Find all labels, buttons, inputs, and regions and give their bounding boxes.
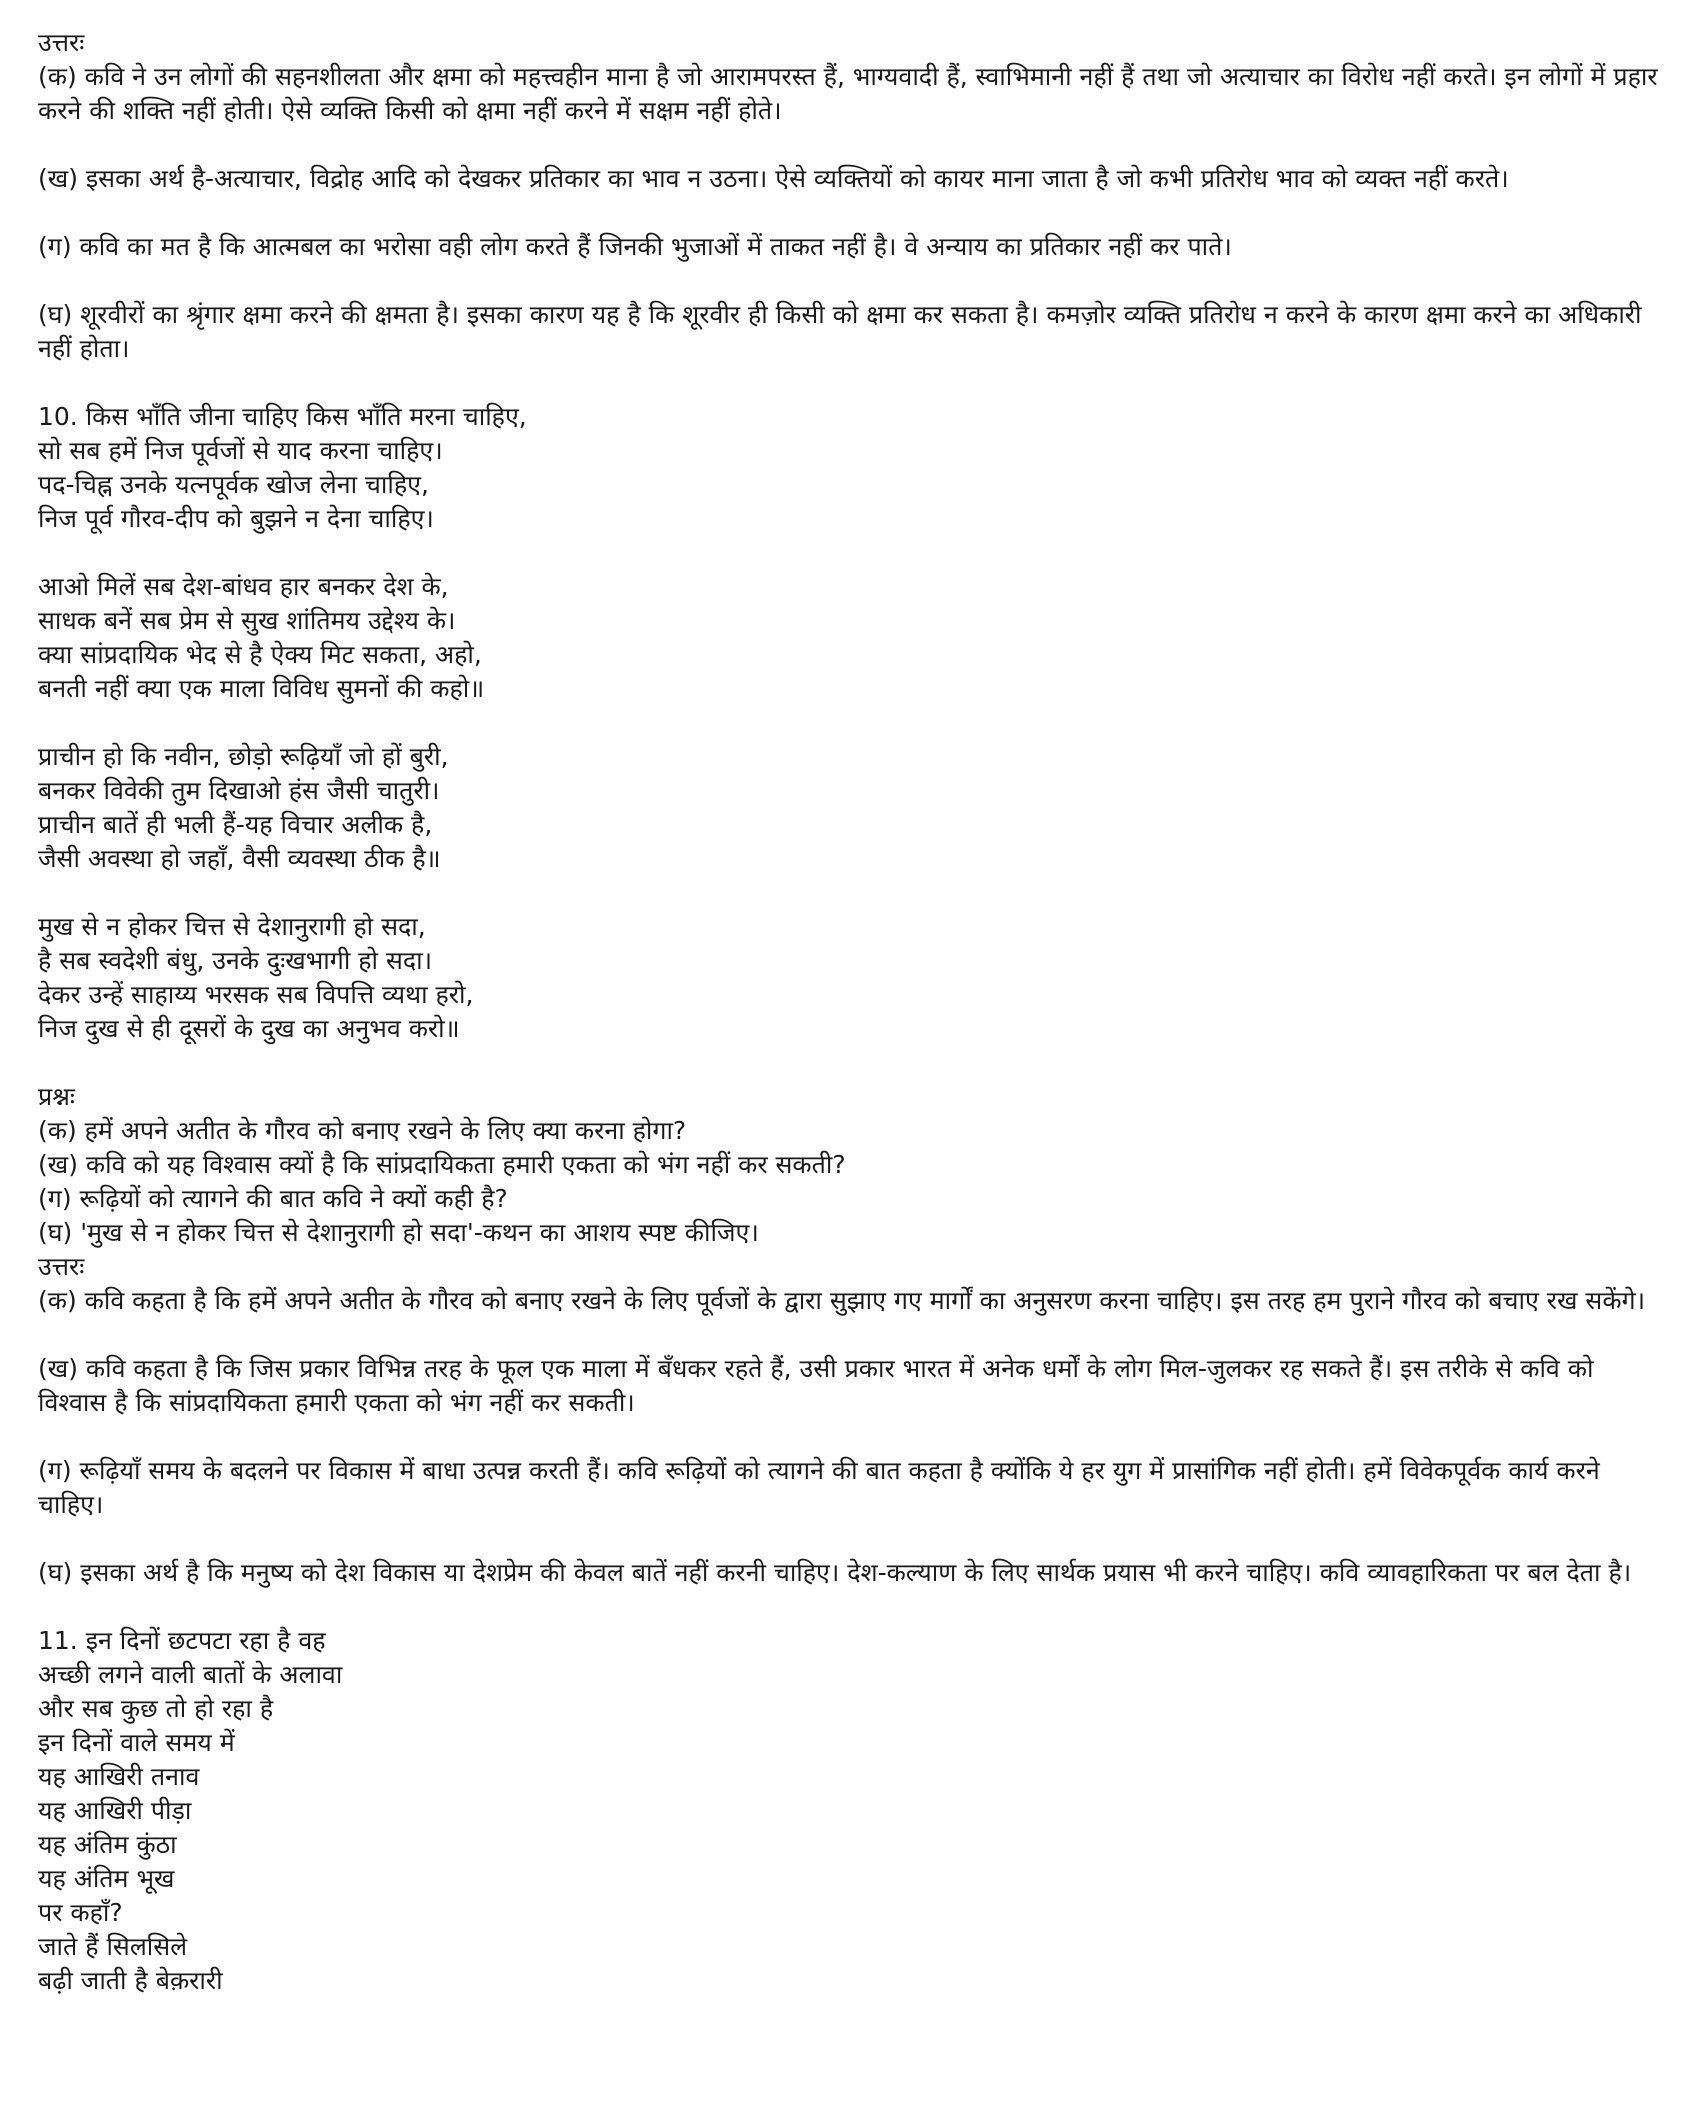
poem-line: यह आखिरी पीड़ा	[38, 1796, 192, 1825]
answer-ka: (क) कवि ने उन लोगों की सहनशीलता और क्षमा को महत्त्वहीन माना है जो आरामपरस्त हैं, भाग्यवादी हैं, स्वाभिमानी नहीं हैं तथा जो अत्याचार का विरोध नहीं करते। इन लोगों में प्रहार करने की शक्ति नहीं होती। ऐसे व्यक्ति किसी को क्षमा नहीं करने में सक्षम नहीं होते।	[38, 62, 1658, 125]
poem-line: बनकर विवेकी तुम दिखाओ हंस जैसी चातुरी।	[38, 776, 440, 805]
poem-line: सो सब हमें निज पूर्वजों से याद करना चाहिए।	[38, 436, 443, 465]
answer-ga: (ग) कवि का मत है कि आत्मबल का भरोसा वही लोग करते हैं जिनकी भुजाओं में ताकत नहीं है। वे अन्याय का प्रतिकार नहीं कर पाते।	[38, 232, 1232, 261]
poem-line: साधक बनें सब प्रेम से सुख शांतिमय उद्देश्य के।	[38, 606, 456, 635]
document-page	[38, 26, 1668, 1998]
poem-line: पद-चिह्न उनके यत्नपूर्वक खोज लेना चाहिए,	[38, 470, 429, 499]
answer-label: उत्तरः	[38, 1252, 85, 1281]
poem-line: निज पूर्व गौरव-दीप को बुझने न देना चाहिए।	[38, 504, 434, 533]
question-label: प्रश्नः	[38, 1082, 75, 1111]
poem-11	[38, 1624, 1668, 1998]
answer-gha: (घ) शूरवीरों का श्रृंगार क्षमा करने की क्षमता है। इसका कारण यह है कि शूरवीर ही किसी को क्षमा कर सकता है। कमज़ोर व्यक्ति प्रतिरोध न करने के कारण क्षमा करने का अधिकारी नहीं होता।	[38, 300, 1642, 363]
poem-line: बनती नहीं क्या एक माला विविध सुमनों की कहो॥	[38, 674, 485, 703]
poem-line: आओ मिलें सब देश-बांधव हार बनकर देश के,	[38, 572, 449, 601]
spacer	[38, 1522, 1668, 1556]
poem-line: जैसी अवस्था हो जहाँ, वैसी व्यवस्था ठीक है॥	[38, 844, 441, 873]
poem-line: यह अंतिम भूख	[38, 1864, 175, 1893]
poem-line: प्राचीन बातें ही भली हैं-यह विचार अलीक है,	[38, 810, 433, 839]
spacer	[38, 1318, 1668, 1352]
poem-line: मुख से न होकर चित्त से देशानुरागी हो सदा,	[38, 912, 426, 941]
poem-stanza-4	[38, 910, 1668, 1046]
answer-ga: (ग) रूढ़ियाँ समय के बदलने पर विकास में बाधा उत्पन्न करती हैं। कवि रूढ़ियों को त्यागने की बात कहता है क्योंकि ये हर युग में प्रासांगिक नहीं होती। हमें विवेकपूर्वक कार्य करने चाहिए।	[38, 1456, 1600, 1519]
spacer	[38, 706, 1668, 740]
poem-stanza-2	[38, 570, 1668, 706]
poem-line: बढ़ी जाती है बेक़रारी	[38, 1966, 223, 1995]
spacer	[38, 536, 1668, 570]
question-kha: (ख) कवि को यह विश्वास क्यों है कि सांप्रदायिकता हमारी एकता को भंग नहीं कर सकती?	[38, 1150, 846, 1179]
spacer	[38, 1420, 1668, 1454]
question-ga: (ग) रूढ़ियों को त्यागने की बात कवि ने क्यों कही है?	[38, 1184, 508, 1213]
poem-line: और सब कुछ तो हो रहा है	[38, 1694, 274, 1723]
answer-kha: (ख) इसका अर्थ है-अत्याचार, विद्रोह आदि को देखकर प्रतिकार का भाव न उठना। ऐसे व्यक्तियों को कायर माना जाता है जो कभी प्रतिरोध भाव को व्यक्त नहीं करते।	[38, 164, 1509, 193]
spacer	[38, 1590, 1668, 1624]
spacer	[38, 876, 1668, 910]
spacer	[38, 366, 1668, 400]
spacer	[38, 196, 1668, 230]
poem-line: प्राचीन हो कि नवीन, छोड़ो रूढ़ियाँ जो हों बुरी,	[38, 742, 449, 771]
poem-line: यह अंतिम कुंठा	[38, 1830, 177, 1859]
poem-line: पर कहाँ?	[38, 1898, 123, 1927]
poem-line: 11. इन दिनों छटपटा रहा है वह	[38, 1626, 326, 1655]
poem-line: इन दिनों वाले समय में	[38, 1728, 235, 1757]
answer-label: उत्तरः	[38, 28, 85, 57]
poem-line: निज दुख से ही दूसरों के दुख का अनुभव करो॥	[38, 1014, 460, 1043]
answer-gha: (घ) इसका अर्थ है कि मनुष्य को देश विकास या देशप्रेम की केवल बातें नहीं करनी चाहिए। देश-कल्याण के लिए सार्थक प्रयास भी करने चाहिए। कवि व्यावहारिकता पर बल देता है।	[38, 1558, 1632, 1587]
spacer	[38, 1046, 1668, 1080]
poem-stanza-1	[38, 400, 1668, 536]
poem-line: अच्छी लगने वाली बातों के अलावा	[38, 1660, 343, 1689]
question-ka: (क) हमें अपने अतीत के गौरव को बनाए रखने के लिए क्या करना होगा?	[38, 1116, 687, 1145]
poem-line: जाते हैं सिलसिले	[38, 1932, 188, 1961]
spacer	[38, 264, 1668, 298]
answer-kha: (ख) कवि कहता है कि जिस प्रकार विभिन्न तरह के फूल एक माला में बँधकर रहते हैं, उसी प्रकार भारत में अनेक धर्मों के लोग मिल-जुलकर रह सकते हैं। इस तरीके से कवि को विश्वास है कि सांप्रदायिकता हमारी एकता को भंग नहीं कर सकती।	[38, 1354, 1594, 1417]
spacer	[38, 128, 1668, 162]
poem-line: है सब स्वदेशी बंधु, उनके दुःखभागी हो सदा।	[38, 946, 433, 975]
question-gha: (घ) 'मुख से न होकर चित्त से देशानुरागी हो सदा'-कथन का आशय स्पष्ट कीजिए।	[38, 1218, 759, 1247]
poem-line: क्या सांप्रदायिक भेद से है ऐक्य मिट सकता, अहो,	[38, 640, 482, 669]
poem-line: यह आखिरी तनाव	[38, 1762, 200, 1791]
answer-ka: (क) कवि कहता है कि हमें अपने अतीत के गौरव को बनाए रखने के लिए पूर्वजों के द्वारा सुझाए गए मार्गों का अनुसरण करना चाहिए। इस तरह हम पुराने गौरव को बचाए रख सकेंगे।	[38, 1286, 1646, 1315]
poem-line: 10. किस भाँति जीना चाहिए किस भाँति मरना चाहिए,	[38, 402, 527, 431]
poem-stanza-3	[38, 740, 1668, 876]
poem-line: देकर उन्हें साहाय्य भरसक सब विपत्ति व्यथा हरो,	[38, 980, 474, 1009]
